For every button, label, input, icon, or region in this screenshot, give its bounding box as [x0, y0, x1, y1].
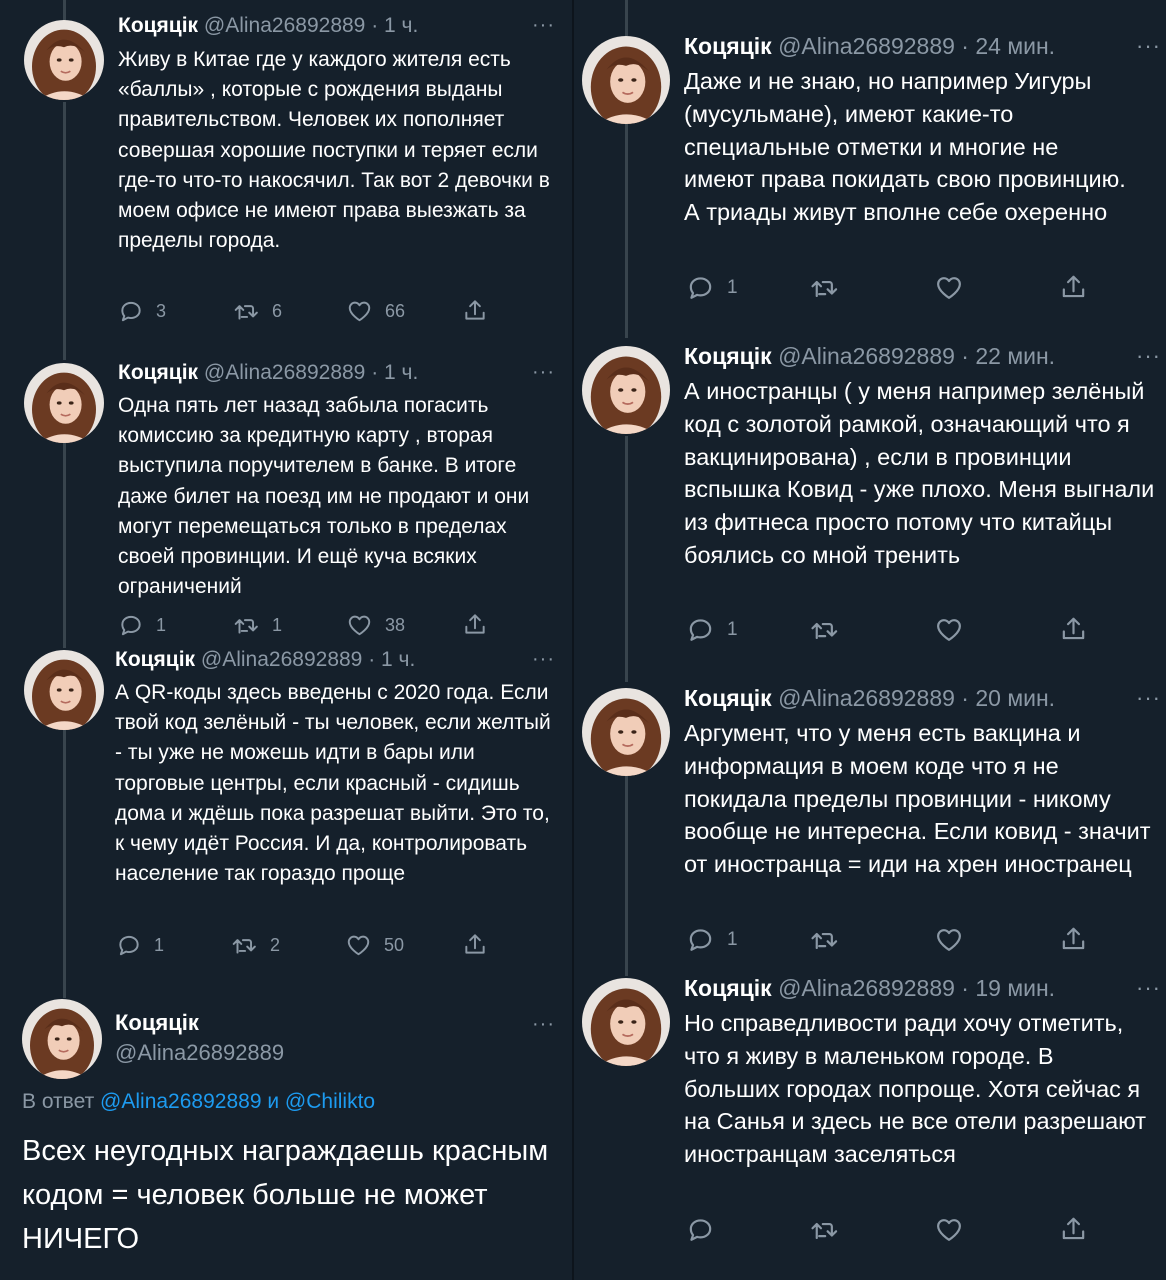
more-options-icon[interactable]: ···: [532, 1013, 555, 1035]
avatar[interactable]: [22, 999, 102, 1079]
mention-link[interactable]: @Chilikto: [284, 1090, 376, 1113]
retweet-button[interactable]: [232, 298, 282, 324]
share-icon: [462, 297, 488, 324]
retweet-button[interactable]: [808, 273, 840, 302]
left-column: [0, 0, 572, 1280]
tweet-header: [115, 648, 415, 672]
retweet-icon: [808, 273, 840, 302]
like-icon: [934, 925, 964, 954]
retweet-button[interactable]: [808, 1215, 840, 1244]
tweet-text: Живу в Китае где у каждого жителя есть «баллы» , которые с рождения выданы правительством. Человек их пополняет совершая хорошие поступки и теряет если где-то что-то накосячил. Так вот 2 девочки в моем офисе не имеют права выезжать за пределы города.: [118, 48, 550, 253]
reply-button[interactable]: [686, 615, 738, 644]
reply-button[interactable]: [116, 932, 164, 958]
tweet-text: Аргумент, что у меня есть вакцина и информация в моем коде что я не покидала пределы провинции - никому вообще не интересна. Если ковид - значит от иностранца = иди на хрен иностранец: [684, 720, 1151, 878]
reply-icon: [686, 925, 715, 954]
reply-button[interactable]: [686, 1215, 727, 1244]
reply-icon: [686, 273, 715, 302]
reply-count: 1: [727, 928, 738, 950]
share-icon: [462, 611, 488, 638]
display-name[interactable]: Коцяцік: [684, 975, 772, 1001]
user-handle[interactable]: @Alina26892889: [115, 1040, 285, 1065]
user-handle[interactable]: @Alina26892889: [778, 33, 955, 59]
share-button[interactable]: [462, 611, 488, 638]
timestamp[interactable]: · 1 ч.: [368, 648, 416, 671]
like-count: 38: [385, 614, 406, 635]
more-options-icon[interactable]: ···: [1136, 33, 1161, 58]
tweet-text: Одна пять лет назад забыла погасить комиссию за кредитную карту , вторая выступила поручителем в банке. В итоге даже билет на поезд им не продают и они могут перемещаться только в пределах своей провинции. И ещё куча всяких ограничений: [118, 394, 530, 599]
reply-button[interactable]: [118, 298, 166, 324]
reply-icon: [118, 612, 144, 638]
timestamp[interactable]: · 1 ч.: [371, 14, 419, 37]
retweet-icon: [232, 298, 260, 324]
tweet-text: Но справедливости ради хочу отметить, что я живу в маленьком городе. В больших городах попроще. Хотя сейчас я на Санья и здесь не все отели разрешают иностранцам заселяться: [684, 1010, 1147, 1168]
reply-icon: [118, 298, 144, 324]
share-button[interactable]: [1059, 924, 1088, 954]
timestamp[interactable]: · 1 ч.: [371, 361, 419, 384]
more-options-icon[interactable]: ···: [1136, 343, 1161, 368]
retweet-button[interactable]: [808, 925, 840, 954]
display-name[interactable]: Коцяцік: [118, 361, 199, 384]
reply-prefix: В ответ: [22, 1090, 95, 1113]
reply-count: 3: [156, 300, 167, 321]
user-handle[interactable]: @Alina26892889: [778, 685, 955, 711]
share-button[interactable]: [462, 297, 488, 324]
reply-icon: [686, 615, 715, 644]
like-button[interactable]: [934, 1215, 964, 1244]
retweet-button[interactable]: [230, 932, 280, 958]
reply-button[interactable]: [686, 273, 738, 302]
retweet-icon: [230, 932, 258, 958]
tweet-text: А QR-коды здесь введены с 2020 года. Если твой код зелёный - ты человек, если желтый - ты уже не можешь идти в бары или торговые центры, если красный - сидишь дома и ждёшь пока разрешат выйти. Это то, к чему идёт Россия. И да, контролировать население так гораздо проще: [115, 681, 551, 886]
like-button[interactable]: [346, 612, 405, 638]
like-icon: [934, 615, 964, 644]
like-count: 50: [384, 934, 405, 955]
retweet-icon: [808, 1215, 840, 1244]
share-button[interactable]: [1059, 1214, 1088, 1244]
like-icon: [934, 273, 964, 302]
like-button[interactable]: [346, 298, 405, 324]
reply-count: 1: [154, 934, 165, 955]
display-name[interactable]: Коцяцік: [684, 685, 772, 711]
tweet-header: [684, 343, 1055, 370]
timestamp[interactable]: · 19 мин.: [961, 975, 1056, 1001]
timestamp[interactable]: · 22 мин.: [961, 343, 1056, 369]
reply-count: 1: [727, 618, 738, 640]
retweet-button[interactable]: [232, 612, 282, 638]
user-handle[interactable]: @Alina26892889: [778, 343, 955, 369]
tweet-header: [118, 361, 418, 385]
more-options-icon[interactable]: ···: [1136, 975, 1161, 1000]
avatar[interactable]: [582, 978, 670, 1066]
tweet[interactable]: [572, 975, 1166, 1280]
tweet[interactable]: [0, 0, 572, 345]
tweet-text: А иностранцы ( у меня например зелёный код с золотой рамкой, означающий что я вакцинирована) , если в провинции вспышка Ковид - уже плохо. Меня выгнали из фитнеса просто потому что китайцы боялись со мной тренить: [684, 378, 1155, 568]
tweet[interactable]: [0, 645, 572, 985]
retweet-count: 1: [272, 614, 283, 635]
avatar[interactable]: [24, 20, 104, 100]
display-name[interactable]: Коцяцік: [684, 343, 772, 369]
user-handle[interactable]: @Alina26892889: [203, 361, 366, 384]
tweet-text: Всех неугодных награждаешь красным кодом = человек больше не может НИЧЕГО: [22, 1135, 549, 1255]
avatar[interactable]: [24, 650, 104, 730]
more-options-icon[interactable]: ···: [532, 14, 555, 36]
retweet-count: 6: [272, 300, 283, 321]
tweet-text: Даже и не знаю, но например Уигуры (мусульмане), имеют какие-то специальные отметки и многие не имеют права покидать свою провинцию. А триады живут вполне себе охеренно: [684, 68, 1126, 226]
reply-count: 1: [156, 614, 167, 635]
share-icon: [1059, 924, 1088, 954]
like-icon: [345, 932, 372, 958]
right-column: [572, 0, 1166, 1280]
user-handle[interactable]: @Alina26892889: [778, 975, 955, 1001]
retweet-count: 2: [270, 934, 281, 955]
display-name[interactable]: Коцяцік: [684, 33, 772, 59]
like-button[interactable]: [934, 925, 964, 954]
timestamp[interactable]: · 20 мин.: [961, 685, 1056, 711]
like-count: 66: [385, 300, 406, 321]
retweet-icon: [232, 612, 260, 638]
avatar[interactable]: [582, 36, 670, 124]
tweet-header: [684, 33, 1055, 60]
like-icon: [346, 612, 373, 638]
like-button[interactable]: [345, 932, 404, 958]
more-options-icon[interactable]: ···: [532, 361, 555, 383]
reply-and: и: [267, 1090, 280, 1113]
like-button[interactable]: [934, 273, 964, 302]
timestamp[interactable]: · 24 мин.: [961, 33, 1056, 59]
share-icon: [462, 931, 488, 958]
share-icon: [1059, 272, 1088, 302]
display-name[interactable]: Коцяцік: [115, 1010, 199, 1035]
retweet-icon: [808, 615, 840, 644]
like-button[interactable]: [934, 615, 964, 644]
more-options-icon[interactable]: ···: [532, 648, 555, 670]
share-button[interactable]: [462, 931, 488, 958]
reply-button[interactable]: [686, 925, 738, 954]
retweet-button[interactable]: [808, 615, 840, 644]
share-button[interactable]: [1059, 614, 1088, 644]
share-icon: [1059, 1214, 1088, 1244]
like-icon: [346, 298, 373, 324]
reply-count: 1: [727, 276, 738, 298]
avatar[interactable]: [582, 688, 670, 776]
tweet[interactable]: [572, 0, 1166, 330]
avatar[interactable]: [582, 346, 670, 434]
share-icon: [1059, 614, 1088, 644]
tweet-header: [684, 685, 1055, 712]
reply-icon: [116, 932, 142, 958]
mention-link[interactable]: @Alina26892889: [100, 1090, 262, 1113]
more-options-icon[interactable]: ···: [1136, 685, 1161, 710]
display-name[interactable]: Коцяцік: [118, 14, 199, 37]
retweet-icon: [808, 925, 840, 954]
tweet[interactable]: [0, 345, 572, 645]
tweet[interactable]: [572, 670, 1166, 975]
reply-button[interactable]: [118, 612, 166, 638]
display-name[interactable]: Коцяцік: [115, 648, 196, 671]
tweet-header: [684, 975, 1055, 1002]
avatar[interactable]: [24, 363, 104, 443]
like-icon: [934, 1215, 964, 1244]
tweet[interactable]: [572, 330, 1166, 670]
reply-icon: [686, 1215, 715, 1244]
reply-context: [22, 1090, 375, 1114]
share-button[interactable]: [1059, 272, 1088, 302]
tweet-header: [118, 14, 418, 38]
user-handle[interactable]: @Alina26892889: [203, 14, 366, 37]
main-tweet[interactable]: [0, 985, 572, 1280]
user-handle[interactable]: @Alina26892889: [200, 648, 363, 671]
